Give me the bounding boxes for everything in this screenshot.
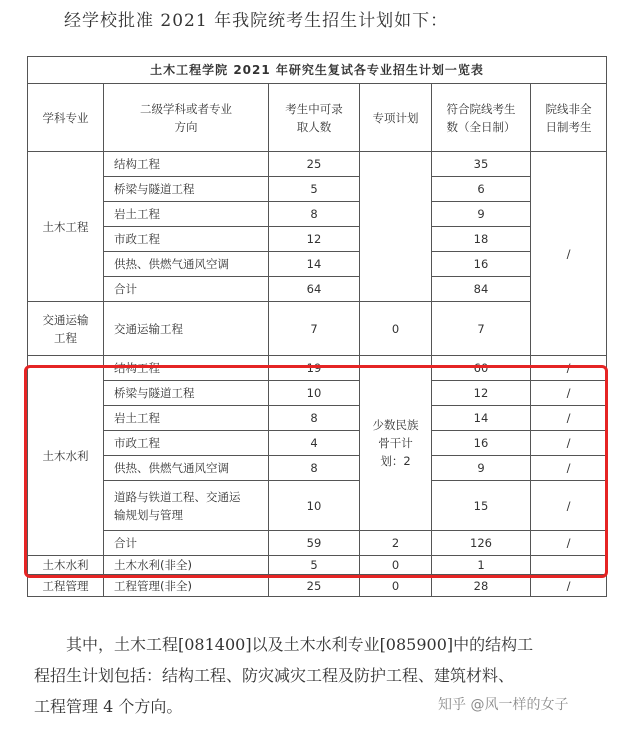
major-cell: 土木水利	[28, 356, 104, 556]
major-cell: 土木工程	[28, 152, 104, 302]
table-row: 道路与铁道工程、交通运 输规划与管理 10 15 /	[28, 481, 607, 531]
table-row: 交通运输 工程 交通运输工程 7 0 7	[28, 302, 607, 356]
header-nonfull: 院线非全 日制考生	[531, 84, 607, 152]
header-special: 专项计划	[360, 84, 432, 152]
table-row: 土木水利 土木水利(非全) 5 0 1	[28, 556, 607, 575]
header-major: 学科专业	[28, 84, 104, 152]
note-paragraph: 其中，土木工程[081400]以及土木水利专业[085900]中的结构工 程招生计划包括：结构工程、防灾减灾工程及防护工程、建筑材料、 工程管理 4 个方向。	[34, 635, 534, 716]
enrollment-table	[27, 56, 607, 597]
table-row: 岩土工程 8 14 /	[28, 406, 607, 431]
table-row: 桥梁与隧道工程 10 12 /	[28, 381, 607, 406]
table-row: 土木水利 结构工程 19 少数民族 骨干计 划：2 60 /	[28, 356, 607, 381]
special-cell	[360, 152, 432, 302]
major-cell: 交通运输 工程	[28, 302, 104, 356]
header-subfield: 二级学科或者专业 方向	[104, 84, 269, 152]
header-qualified: 符合院线考生 数（全日制）	[432, 84, 531, 152]
table-row: 供热、供燃气通风空调 14 16	[28, 252, 607, 277]
table-row: 市政工程 12 18	[28, 227, 607, 252]
nonfull-cell: /	[531, 152, 607, 356]
table-row: 供热、供燃气通风空调 8 9 /	[28, 456, 607, 481]
major-cell: 土木水利	[28, 556, 104, 575]
table-title: 土木工程学院 2021 年研究生复试各专业招生计划一览表	[28, 57, 607, 84]
table-row: 岩土工程 8 9	[28, 202, 607, 227]
watermark: 知乎 @风一样的女子	[438, 697, 569, 713]
major-cell: 工程管理	[28, 575, 104, 597]
table-row: 市政工程 4 16 /	[28, 431, 607, 456]
header-admit: 考生中可录 取人数	[269, 84, 360, 152]
table-row: 合计 59 2 126 /	[28, 531, 607, 556]
table-row: 合计 64 84	[28, 277, 607, 302]
table-row: 土木工程 结构工程 25 35 /	[28, 152, 607, 177]
header-row	[28, 84, 607, 152]
table-row: 桥梁与隧道工程 5 6	[28, 177, 607, 202]
special-cell: 少数民族 骨干计 划：2	[360, 356, 432, 531]
intro-text: 经学校批准 2021 年我院统考生招生计划如下：	[64, 11, 449, 31]
table-row: 工程管理 工程管理(非全) 25 0 28 /	[28, 575, 607, 597]
